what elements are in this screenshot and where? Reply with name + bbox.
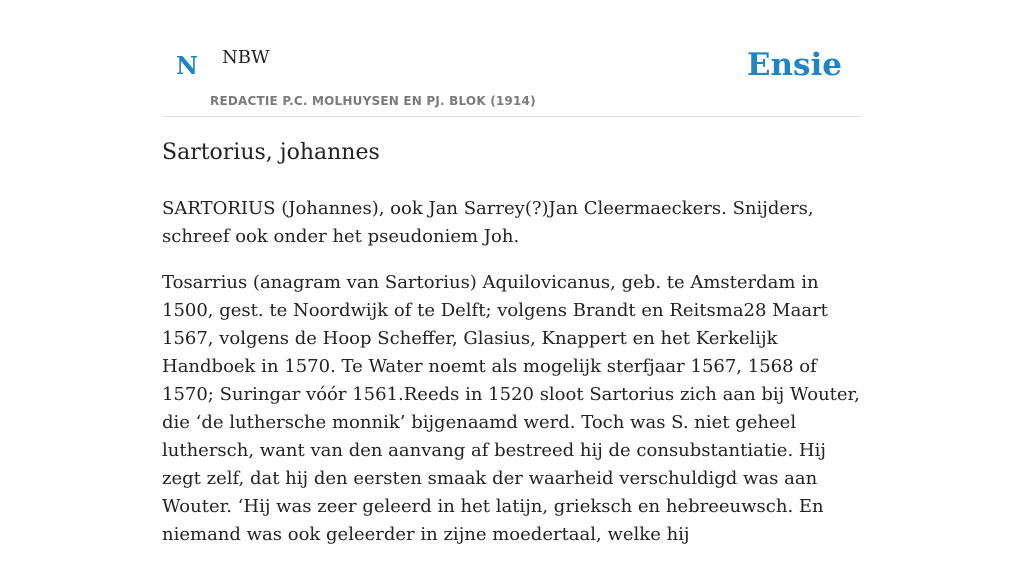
brand-logo[interactable]: Ensie <box>746 47 842 83</box>
article <box>162 138 862 567</box>
article-paragraph: Tosarrius (anagram van Sartorius) Aquilovicanus, geb. te Amsterdam in 1500, gest. te Noordwijk of te Delft; volgens Brandt en Reitsma28 Maart 1567, volgens de Hoop Scheffer, Glasius, Knappert en het Kerkelijk Handboek in 1570. Te Water noemt als mogelijk sterfjaar 1567, 1568 of 1570; Suringar vóór 1561.Reeds in 1520 sloot Sartorius zich aan bij Wouter, die ‘de luthersche monnik’ bijgenaamd werd. Toch was S. niet geheel luthersch, want van den aanvang af bestreed hij de consubstantiatie. Hij zegt zelf, dat hij den eersten smaak der waarheid verschuldigd was aan Wouter. ‘Hij was zeer geleerd in het latijn, grieksch en hebreeuwsch. En niemand was ook geleerder in zijne moedertaal, welke hij <box>162 271 860 545</box>
source-name[interactable]: NBW <box>222 47 270 68</box>
article-paragraph: SARTORIUS (Johannes), ook Jan Sarrey(?)Jan Cleermaeckers. Snijders, schreef ook onder het pseudoniem Joh. <box>162 197 814 247</box>
site-header <box>162 0 862 117</box>
source-logo[interactable]: N <box>176 51 198 80</box>
article-title: Sartorius, johannes <box>162 140 380 165</box>
source-credits: REDACTIE P.C. MOLHUYSEN EN PJ. BLOK (1914) <box>210 94 536 108</box>
